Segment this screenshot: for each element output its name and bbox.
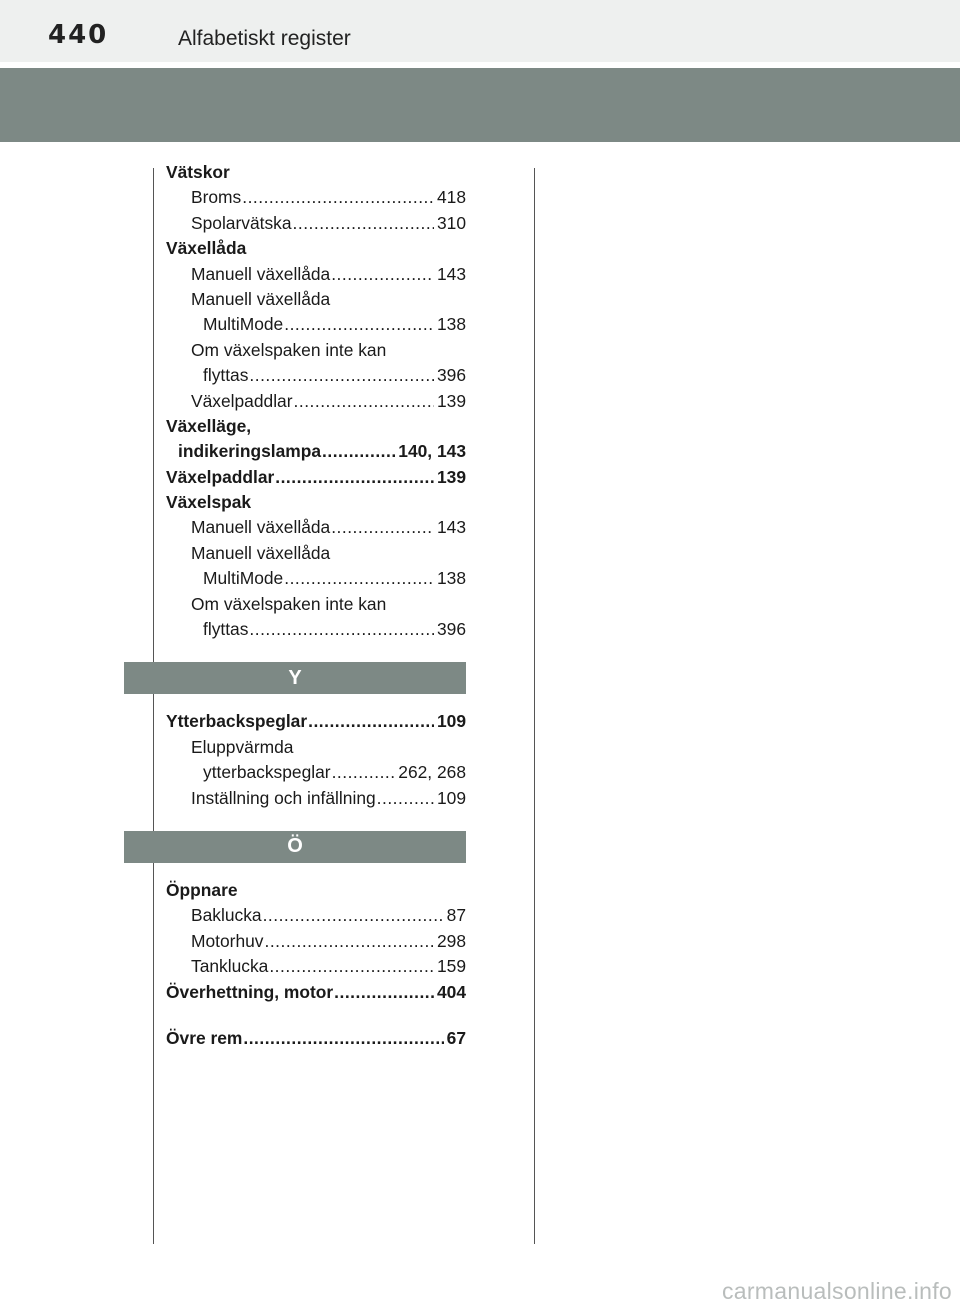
dot-leader bbox=[249, 617, 434, 642]
dot-leader bbox=[331, 262, 434, 287]
index-term: indikeringslampa bbox=[178, 441, 322, 462]
index-entry bbox=[166, 735, 466, 760]
index-page-ref: 138 bbox=[436, 314, 466, 335]
index-term: Manuell växellåda bbox=[191, 542, 331, 563]
index-page-ref: 159 bbox=[436, 956, 466, 977]
index-entry bbox=[166, 566, 466, 591]
dot-leader bbox=[332, 760, 396, 785]
dot-leader bbox=[308, 709, 434, 734]
index-term: Växelpaddlar bbox=[191, 390, 293, 411]
index-group-v bbox=[166, 160, 466, 642]
index-entry bbox=[166, 760, 466, 785]
index-term: flyttas bbox=[203, 619, 249, 640]
index-entry bbox=[166, 490, 466, 515]
dot-leader bbox=[249, 363, 434, 388]
index-page-ref: 139 bbox=[436, 466, 466, 487]
index-term: Motorhuv bbox=[191, 930, 264, 951]
index-entry bbox=[166, 980, 466, 1005]
dot-leader bbox=[275, 465, 434, 490]
index-entry bbox=[166, 515, 466, 540]
index-page-ref: 298 bbox=[436, 930, 466, 951]
index-group-o bbox=[166, 878, 466, 1005]
dot-leader bbox=[243, 1026, 443, 1051]
dot-leader bbox=[334, 980, 434, 1005]
index-term: Växelspak bbox=[166, 492, 252, 513]
index-page-ref: 396 bbox=[436, 365, 466, 386]
page-number: 440 bbox=[48, 20, 109, 50]
index-entry bbox=[166, 236, 466, 261]
index-page-ref: 262, 268 bbox=[398, 762, 466, 783]
index-term: Växelläge, bbox=[166, 415, 252, 436]
dot-leader bbox=[331, 515, 434, 540]
index-term: Växelpaddlar bbox=[166, 466, 275, 487]
dot-leader bbox=[294, 389, 434, 414]
index-page-ref: 109 bbox=[436, 787, 466, 808]
column-rule-right bbox=[534, 168, 535, 1244]
index-term: Manuell växellåda bbox=[191, 517, 331, 538]
dot-leader bbox=[293, 211, 434, 236]
index-entry bbox=[166, 338, 466, 363]
index-entry bbox=[166, 903, 466, 928]
dot-leader bbox=[284, 566, 434, 591]
index-entry bbox=[166, 465, 466, 490]
index-group-y bbox=[166, 709, 466, 811]
index-term: Ytterbackspeglar bbox=[166, 711, 308, 732]
index-term: ytterbackspeglar bbox=[203, 762, 331, 783]
index-entry bbox=[166, 312, 466, 337]
watermark: carmanualsonline.info bbox=[721, 1278, 952, 1304]
index-term: Öppnare bbox=[166, 879, 238, 900]
dot-leader bbox=[265, 929, 434, 954]
index-page-ref: 310 bbox=[436, 212, 466, 233]
index-page-ref: 67 bbox=[446, 1027, 466, 1048]
index-entry bbox=[166, 1026, 466, 1051]
index-term: Tanklucka bbox=[191, 956, 269, 977]
index-term: Om växelspaken inte kan bbox=[191, 593, 387, 614]
index-term: MultiMode bbox=[203, 568, 284, 589]
index-term: Baklucka bbox=[191, 905, 262, 926]
index-page-ref: 138 bbox=[436, 568, 466, 589]
index-page-ref: 143 bbox=[436, 517, 466, 538]
index-page-ref: 87 bbox=[446, 905, 466, 926]
index-page-ref: 143 bbox=[436, 263, 466, 284]
index-entry bbox=[166, 287, 466, 312]
index-term: Eluppvärmda bbox=[191, 736, 294, 757]
header-banner bbox=[0, 68, 960, 142]
index-page-ref: 109 bbox=[436, 711, 466, 732]
index-term: Om växelspaken inte kan bbox=[191, 339, 387, 360]
index-entry bbox=[166, 211, 466, 236]
index-page-ref: 418 bbox=[436, 187, 466, 208]
index-entry bbox=[166, 389, 466, 414]
dot-leader bbox=[284, 312, 434, 337]
index-term: flyttas bbox=[203, 365, 249, 386]
index-entry bbox=[166, 929, 466, 954]
index-page-ref: 140, 143 bbox=[398, 441, 466, 462]
index-term: MultiMode bbox=[203, 314, 284, 335]
column-rule-left bbox=[153, 168, 154, 1244]
dot-leader bbox=[263, 903, 444, 928]
index-entry bbox=[166, 954, 466, 979]
index-term: Broms bbox=[191, 187, 242, 208]
letter-heading-y: Y bbox=[124, 662, 466, 694]
index-page-ref: 404 bbox=[436, 981, 466, 1002]
dot-leader bbox=[242, 185, 434, 210]
index-group-o-extra bbox=[166, 1026, 466, 1051]
index-entry bbox=[166, 414, 466, 439]
index-entry bbox=[166, 363, 466, 388]
letter-heading-o: Ö bbox=[124, 831, 466, 863]
index-column bbox=[166, 160, 466, 1051]
dot-leader bbox=[377, 786, 434, 811]
index-entry bbox=[166, 878, 466, 903]
header-strip bbox=[0, 0, 960, 62]
section-title: Alfabetiskt register bbox=[178, 27, 351, 50]
index-entry bbox=[166, 709, 466, 734]
dot-leader bbox=[322, 439, 395, 464]
index-term: Vätskor bbox=[166, 162, 230, 182]
index-page-ref: 396 bbox=[436, 619, 466, 640]
index-term: Inställning och infällning bbox=[191, 787, 376, 808]
index-entry bbox=[166, 592, 466, 617]
index-term: Överhettning, motor bbox=[166, 981, 334, 1002]
index-entry bbox=[166, 185, 466, 210]
dot-leader bbox=[269, 954, 434, 979]
index-entry bbox=[166, 439, 466, 464]
index-term: Manuell växellåda bbox=[191, 263, 331, 284]
index-entry bbox=[166, 262, 466, 287]
index-page-ref: 139 bbox=[436, 390, 466, 411]
index-entry bbox=[166, 786, 466, 811]
index-entry bbox=[166, 541, 466, 566]
index-entry bbox=[166, 160, 466, 185]
index-entry bbox=[166, 617, 466, 642]
index-term: Spolarvätska bbox=[191, 212, 292, 233]
index-term: Växellåda bbox=[166, 238, 247, 259]
index-term: Manuell växellåda bbox=[191, 288, 331, 309]
index-term: Övre rem bbox=[166, 1027, 243, 1048]
